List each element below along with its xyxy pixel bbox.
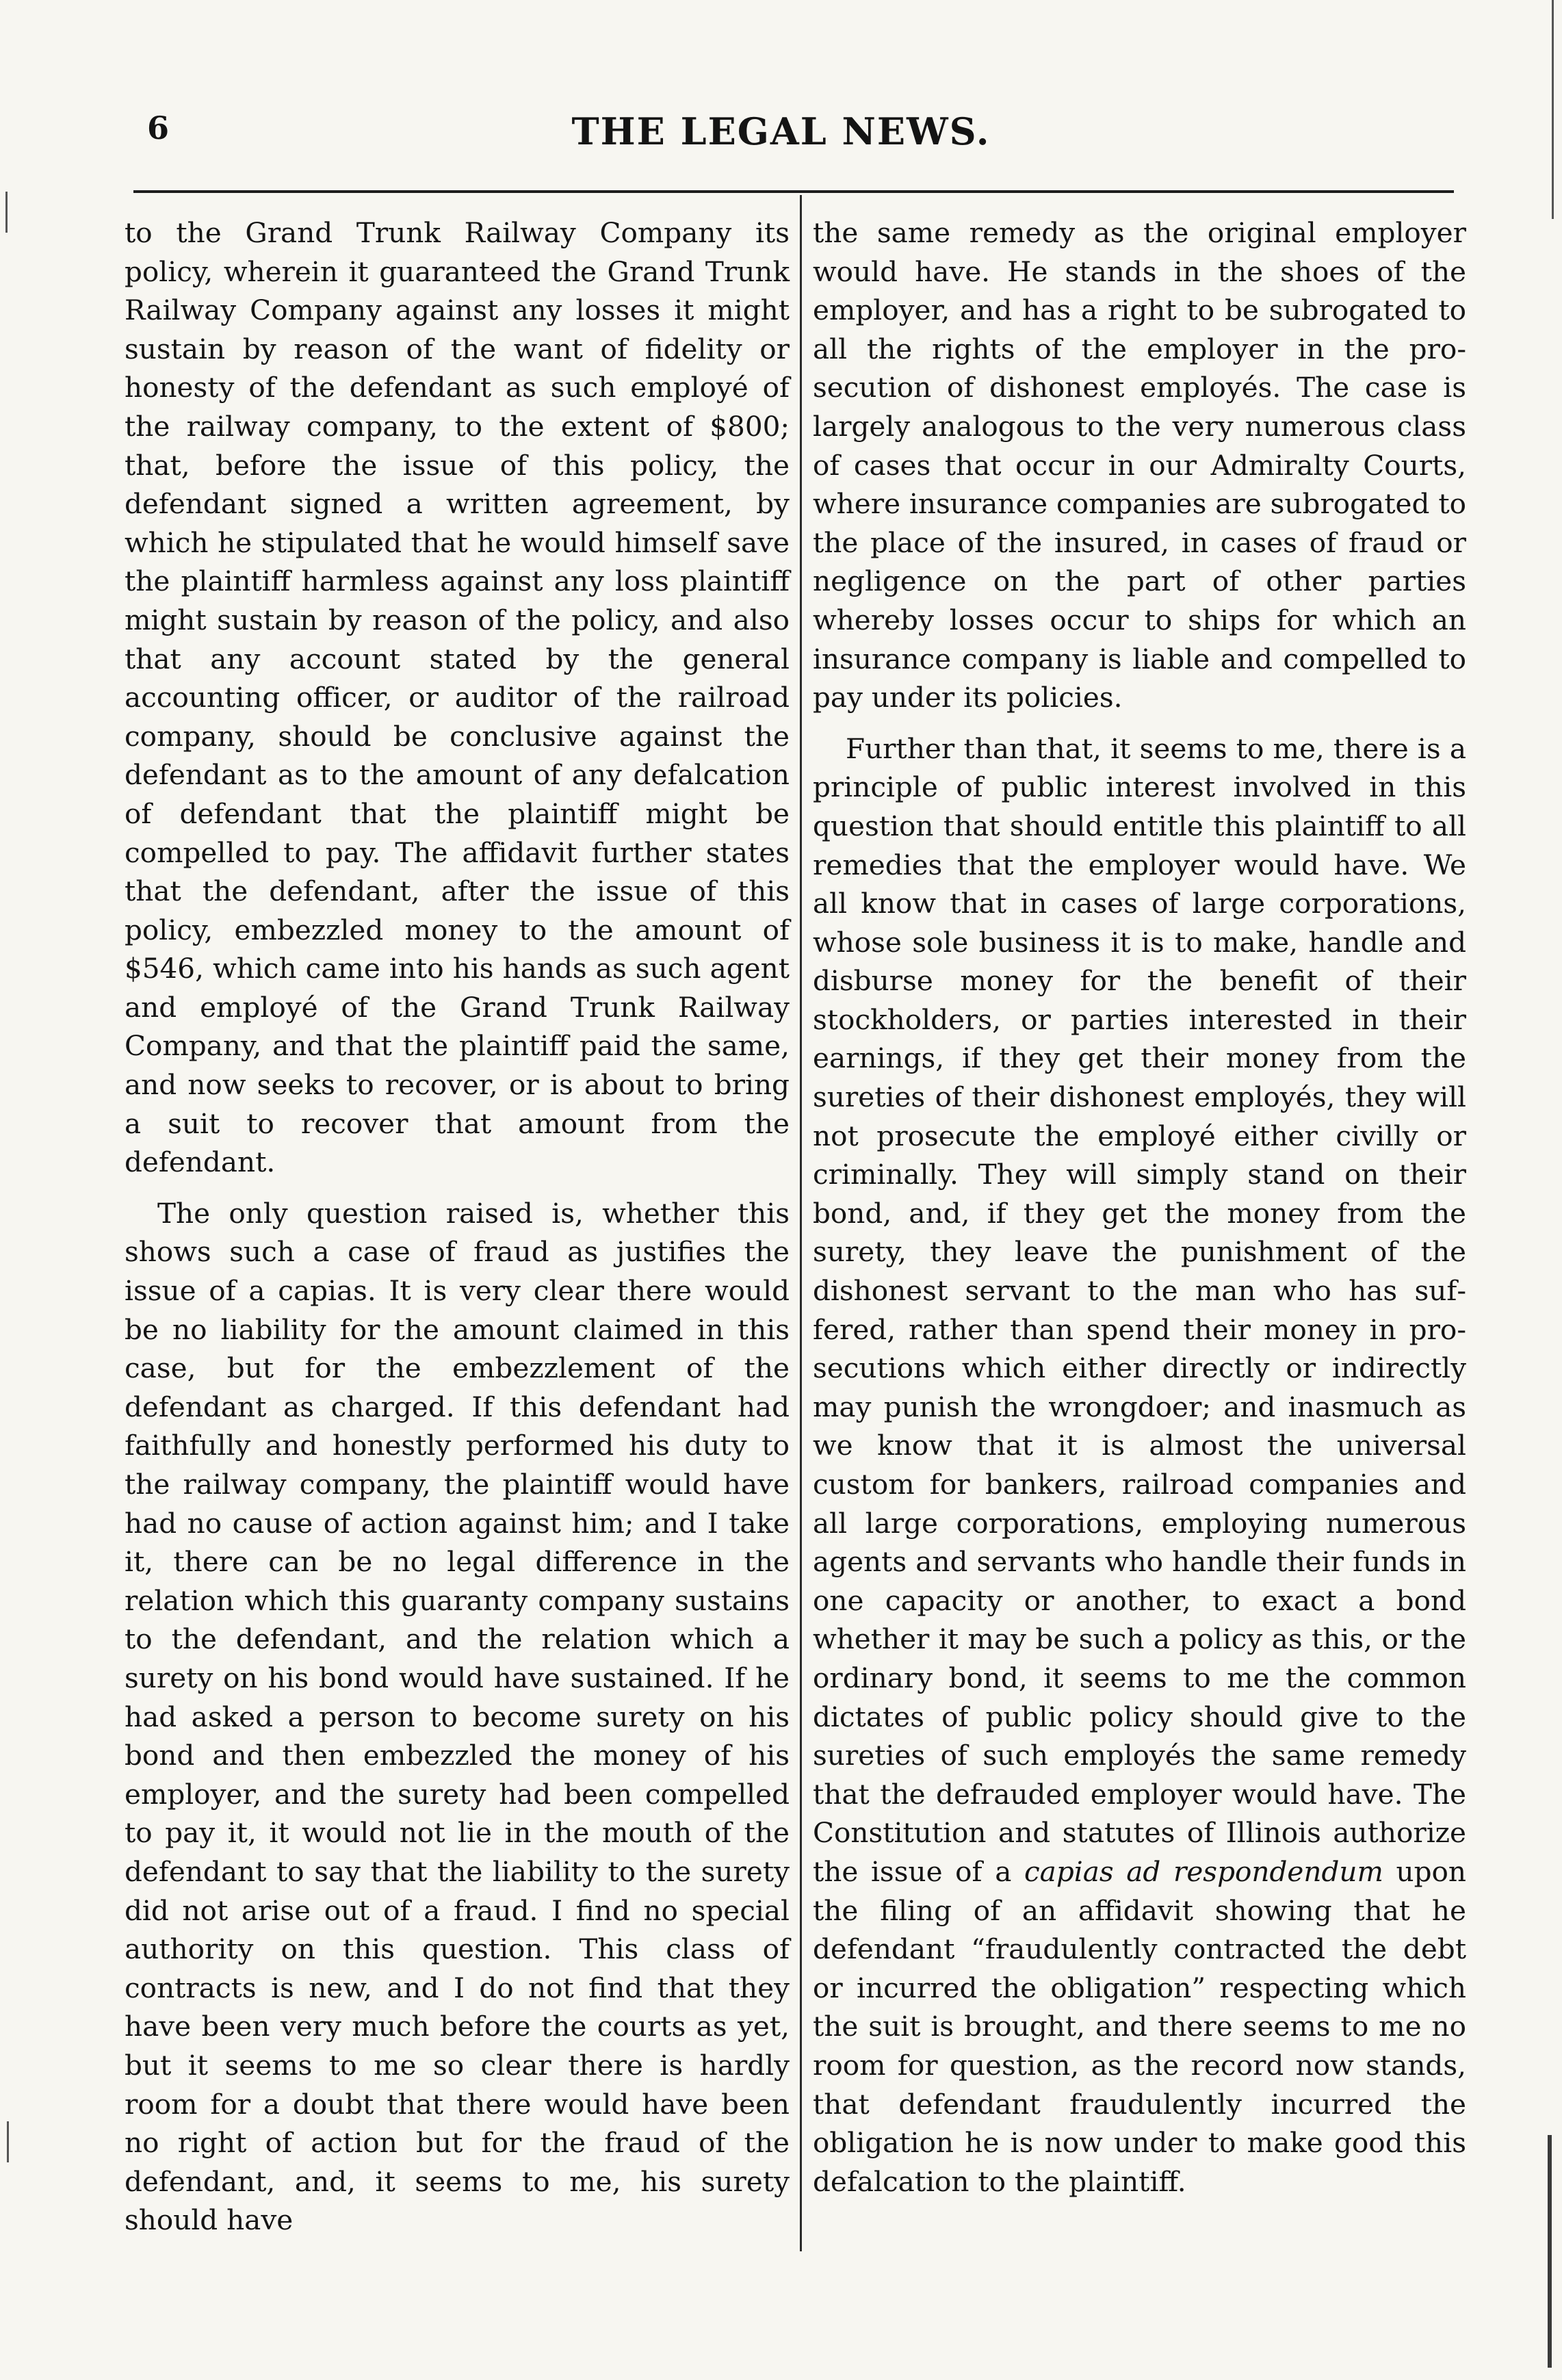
left-column [125,214,790,2240]
right-paragraph-1: the same remedy as the original employer would have. He stands in the shoes of the employer, and has a right to be subrogated to all the rights of the employer in the prosecution of dishonest employés. The case is largely analogous to the very numerous class of cases that occur in our Admiralty Courts, where insurance companies are subrogated to the place of the insured, in cases of fraud or negligence on the part of other parties whereby losses occur to ships for which an insurance company is liable and compelled to pay under its policies. [813,216,1466,714]
right-column [813,214,1466,2201]
column-divider [800,195,802,2251]
header-rule [133,190,1454,193]
scan-edge-mark [7,2121,9,2162]
left-paragraph-1: to the Grand Trunk Railway Company its policy, wherein it guaranteed the Grand Trunk Railway Company against any losses it might sustain by reason of the want of fidelity or honesty of the defendant as such employé of the railway company, to the extent of $800; that, before the issue of this policy, the defendant signed a written agreement, by which he stipulated that he would himself save the plaintiff harmless against any loss plaintiff might sustain by reason of the policy, and also that any account stated by the general accounting officer, or auditor of the railroad company, should be conclusive against the defendant as to the amount of any defalcation of defendant that the plaintiff might be compelled to pay. The affidavit further states that the defendant, after the issue of this policy, embezzled money to the amount of $546, which came into his hands as such agent and employé of the Grand Trunk Railway Company, and that the plaintiff paid the same, and now seeks to recover, or is about to bring a suit to recover that amount from the defendant. [125,216,790,1179]
right-paragraph-2-text-b: upon the filing of an affidavit showing that he defendant “fraudulently contracted the debt or incurred the obligation” respecting which the suit is brought, and there seems to me no room for question, as the record now stands, that defendant fraudulently incurred the obligation he is now under to make good this defalcation to the plaintiff. [813,1854,1466,2198]
right-paragraph-2 [813,729,1466,2201]
running-title: THE LEGAL NEWS. [571,109,991,153]
scan-edge-mark [5,192,8,233]
left-paragraph-2: The only question raised is, whether this shows such a case of fraud as justifies the issue of a capias. It is very clear there would be no liability for the amount claimed in this case, but for the embezzlement of the defendant as charged. If this defendant had faithfully and honestly performed his duty to the railway company, the plaintiff would have had no cause of action against him; and I take it, there can be no legal difference in the relation which this guaranty company sustains to the defendant, and the relation which a surety on his bond would have sustained. If he had asked a person to become surety on his bond and then embezzled the money of his employer, and the surety had been compelled to pay it, it would not lie in the mouth of the defendant to say that the liability to the surety did not arise out of a fraud. I find no special authority on this question. This class of contracts is new, and I do not find that they have been very much before the courts as yet, but it seems to me so clear there is hardly room for a doubt that there would have been no right of action but for the fraud of the defendant, and, it seems to me, his surety should have [125,1196,790,2237]
right-paragraph-2-text-a: Further than that, it seems to me, there is a principle of public interest involved in this question that should entitle this plaintiff to all remedies that the employer would have. We all know that in cases of large corporations, whose sole business it is to make, handle and disburse money for the benefit of their stockholders, or parties interested in their earnings, if they get their money from the sureties of their dishonest employés, they will not prosecute the employé either civilly or criminally. They will simply stand on their bond, and, if they get the money from the surety, they leave the punishment of the dishonest servant to the man who has suffered, rather than spend their money in prosecutions which either directly or indirectly may punish the wrongdoer; and inasmuch as we know that it is almost the universal custom for bankers, railroad companies and all large corporations, employing numerous agents and servants who handle their funds in one capacity or another, to exact a bond whether it may be such a policy as this, or the ordinary bond, it seems to me the common dictates of public policy should give to the sureties of such employés the same remedy that the defrauded employer would have. The Constitution and statutes of Illinois authorize the issue of a [813,732,1466,1888]
scan-edge-mark [1552,0,1554,219]
page-number: 6 [147,109,170,146]
italic-latin-term: capias ad respondendum [1024,1854,1383,1888]
scan-edge-mark [1548,2135,1552,2368]
